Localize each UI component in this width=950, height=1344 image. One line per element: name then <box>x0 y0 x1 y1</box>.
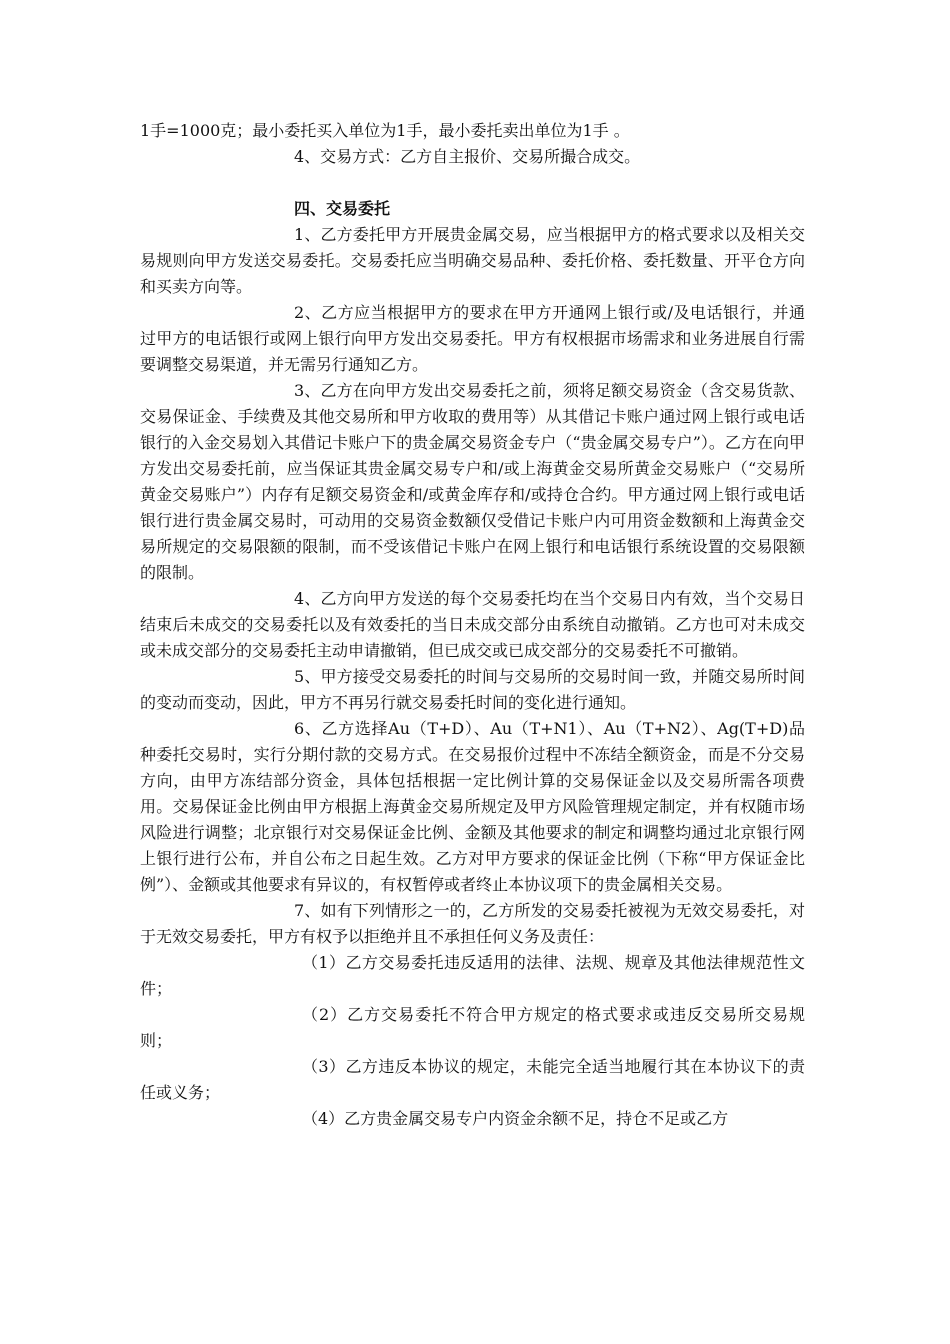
paragraph-clause-3: 3、乙方在向甲方发出交易委托之前，须将足额交易资金（含交易货款、交易保证金、手续费及其他交易所和甲方收取的费用等）从其借记卡账户通过网上银行或电话银行的入金交易划入其借记卡账户下的贵金属交易资金专户（“贵金属交易专户”）。乙方在向甲方发出交易委托前，应当保证其贵金属交易专户和/或上海黄金交易所黄金交易账户（“交易所黄金交易账户”）内存有足额交易资金和/或黄金库存和/或持仓合约。甲方通过网上银行或电话银行进行贵金属交易时，可动用的交易资金数额仅受借记卡账户内可用资金数额和上海黄金交易所规定的交易限额的限制，而不受该借记卡账户在网上银行和电话银行系统设置的交易限额的限制。 <box>140 381 805 582</box>
sub-item-4: （4）乙方贵金属交易专户内资金余额不足，持仓不足或乙方 <box>302 1109 729 1128</box>
paragraph-clause-4: 4、乙方向甲方发送的每个交易委托均在当个交易日内有效，当个交易日结束后未成交的交易委托以及有效委托的当日未成交部分由系统自动撤销。乙方也可对未成交或未成交部分的交易委托主动申请撤销，但已成交或已成交部分的交易委托不可撤销。 <box>140 589 805 660</box>
paragraph-clause-2: 2、乙方应当根据甲方的要求在甲方开通网上银行或/及电话银行，并通过甲方的电话银行或网上银行向甲方发出交易委托。甲方有权根据市场需求和业务进展自行需要调整交易渠道，并无需另行通知乙方。 <box>140 303 805 374</box>
paragraph-clause-1: 1、乙方委托甲方开展贵金属交易，应当根据甲方的格式要求以及相关交易规则向甲方发送交易委托。交易委托应当明确交易品种、委托价格、委托数量、开平仓方向和买卖方向等。 <box>140 225 805 296</box>
paragraph-trade-method: 4、交易方式：乙方自主报价、交易所撮合成交。 <box>294 147 641 166</box>
paragraph-clause-7: 7、如有下列情形之一的，乙方所发的交易委托被视为无效交易委托，对于无效交易委托，甲方有权予以拒绝并且不承担任何义务及责任： <box>140 901 805 946</box>
sub-item-2: （2）乙方交易委托不符合甲方规定的格式要求或违反交易所交易规则； <box>140 1005 805 1050</box>
paragraph-clause-5: 5、甲方接受交易委托的时间与交易所的交易时间一致，并随交易所时间的变动而变动，因此，甲方不再另行就交易委托时间的变化进行通知。 <box>140 667 805 712</box>
section-heading: 四、交易委托 <box>294 199 391 218</box>
document-body <box>140 118 805 1132</box>
sub-item-3: （3）乙方违反本协议的规定，未能完全适当地履行其在本协议下的责任或义务； <box>140 1057 805 1102</box>
sub-item-1: （1）乙方交易委托违反适用的法律、法规、规章及其他法律规范性文件； <box>140 953 805 998</box>
paragraph-clause-6: 6、乙方选择Au（T+D）、Au（T+N1）、Au（T+N2）、Ag(T+D)品种委托交易时，实行分期付款的交易方式。在交易报价过程中不冻结全额资金，而是不分交易方向，由甲方冻结部分资金，具体包括根据一定比例计算的交易保证金以及交易所需各项费用。交易保证金比例由甲方根据上海黄金交易所规定及甲方风险管理规定制定，并有权随市场风险进行调整；北京银行对交易保证金比例、金额及其他要求的制定和调整均通过北京银行网上银行进行公布，并自公布之日起生效。乙方对甲方要求的保证金比例（下称“甲方保证金比例”）、金额或其他要求有异议的，有权暂停或者终止本协议项下的贵金属相关交易。 <box>140 719 805 894</box>
paragraph-unit-spec: 1手=1000克；最小委托买入单位为1手，最小委托卖出单位为1手 。 <box>140 121 630 140</box>
